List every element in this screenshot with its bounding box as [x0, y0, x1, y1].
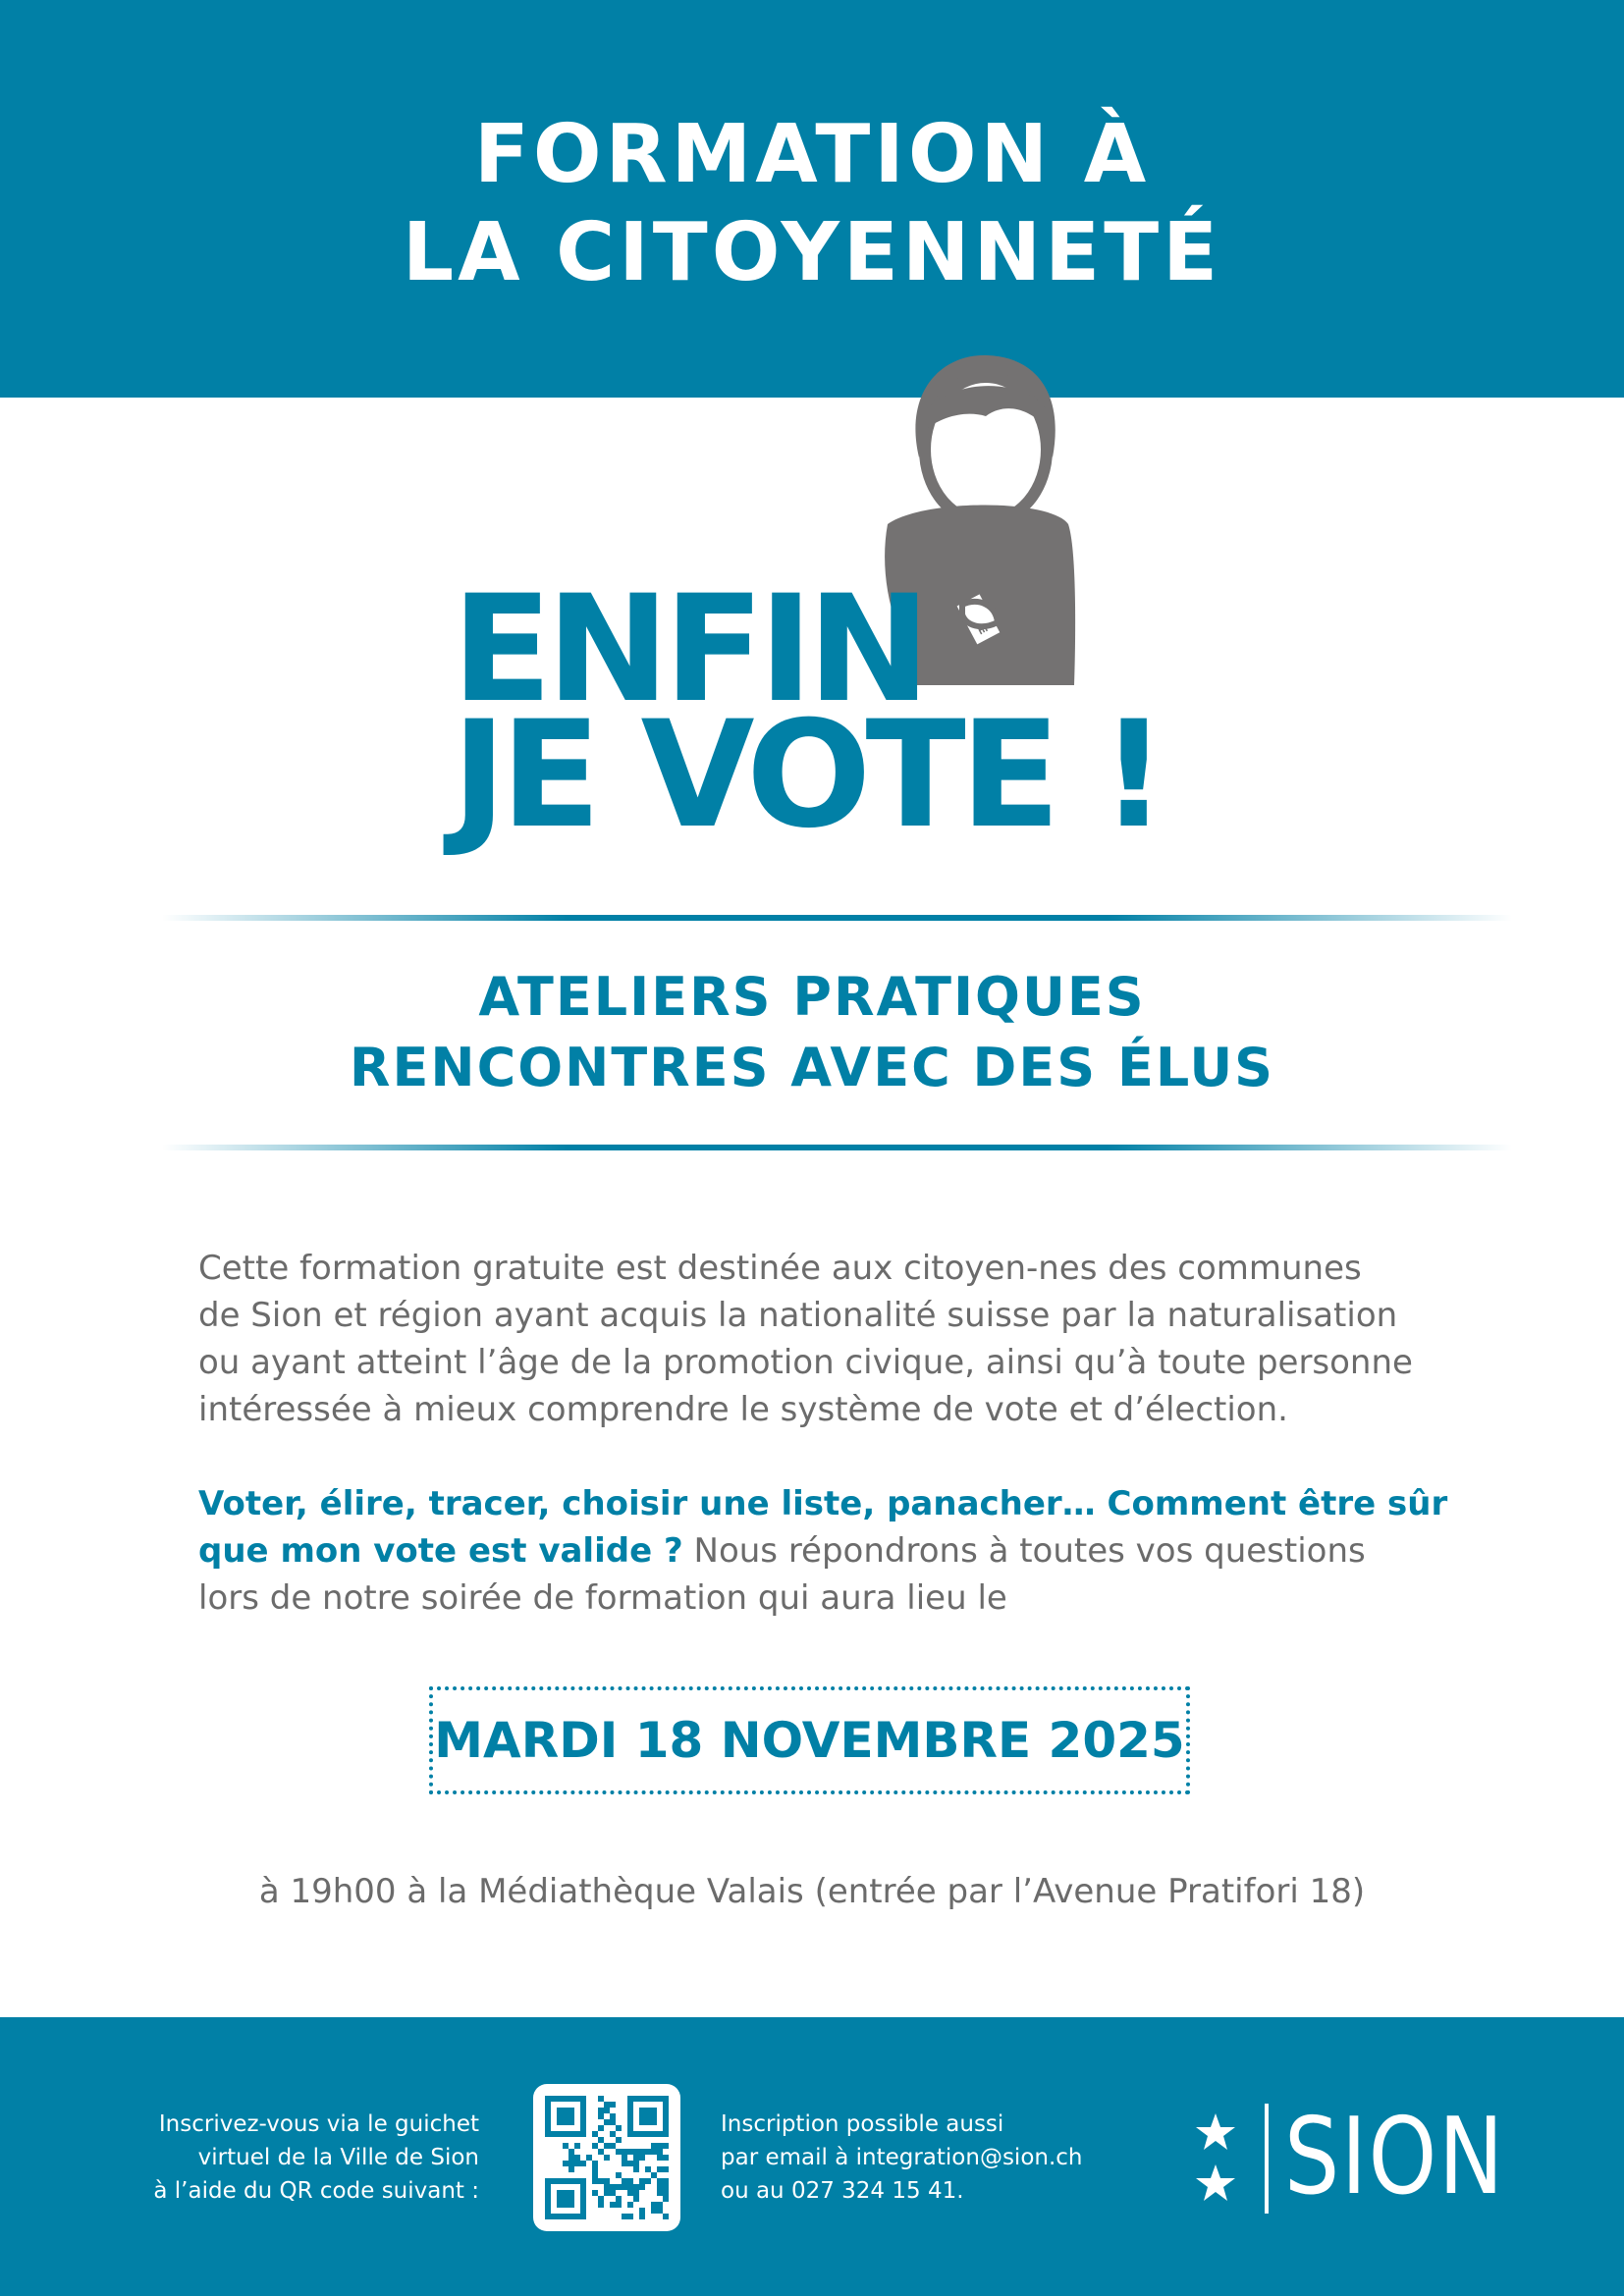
logo-divider	[1265, 2104, 1269, 2214]
title-line-1: FORMATION À	[473, 108, 1151, 201]
intro-paragraph	[198, 1245, 1426, 1433]
subheading	[0, 962, 1624, 1103]
registration-online-text	[88, 2108, 479, 2208]
question-line-1: Voter, élire, tracer, choisir une liste, panacher… Comment être sûr	[198, 1484, 1448, 1523]
registration-contact-text	[721, 2108, 1153, 2208]
slogan-line-2: JE VOTE !	[452, 690, 1162, 861]
question-line-2-normal: Nous répondrons à toutes vos questions	[682, 1531, 1366, 1571]
intro-line: Cette formation gratuite est destinée aux citoyen-nes des communes	[198, 1249, 1362, 1288]
event-date: MARDI 18 NOVEMBRE 2025	[434, 1712, 1185, 1769]
footer-right-line: Inscription possible aussi	[721, 2111, 1004, 2137]
divider-top	[162, 915, 1512, 921]
title-line-2: LA CITOYENNETÉ	[402, 206, 1222, 299]
intro-line: ou ayant atteint l’âge de la promotion civique, ainsi qu’à toute personne	[198, 1343, 1413, 1382]
intro-line: de Sion et région ayant acquis la nationalité suisse par la naturalisation	[198, 1296, 1398, 1335]
sion-logo	[1194, 2096, 1528, 2218]
footer-right-line: ou au 027 324 15 41.	[721, 2178, 964, 2204]
intro-line: intéressée à mieux comprendre le système de vote et d’élection.	[198, 1390, 1288, 1429]
header-banner	[0, 0, 1624, 398]
page-title	[0, 106, 1624, 302]
logo-text: SION	[1284, 2096, 1505, 2218]
event-location: à 19h00 à la Médiathèque Valais (entrée par l’Avenue Pratifori 18)	[258, 1872, 1366, 1911]
footer-left-line: Inscrivez-vous via le guichet	[158, 2111, 479, 2137]
qr-code[interactable]	[533, 2084, 680, 2231]
qr-code-icon	[545, 2096, 669, 2219]
slogan-line-1: ENFIN	[452, 564, 925, 735]
question-line-3: lors de notre soirée de formation qui aura lieu le	[198, 1578, 1007, 1618]
subheading-line-2: RENCONTRES AVEC DES ÉLUS	[349, 1037, 1275, 1098]
subheading-line-1: ATELIERS PRATIQUES	[478, 966, 1146, 1028]
question-paragraph	[198, 1480, 1448, 1622]
slogan	[452, 564, 1162, 861]
footer-left-line: virtuel de la Ville de Sion	[197, 2145, 479, 2170]
footer-left-line: à l’aide du QR code suivant :	[153, 2178, 479, 2204]
divider-bottom	[162, 1145, 1512, 1150]
footer-right-line[interactable]: par email à integration@sion.ch	[721, 2145, 1083, 2170]
question-line-2-strong: que mon vote est valide ?	[198, 1531, 683, 1571]
event-date-box	[429, 1686, 1190, 1794]
stars-icon	[1194, 2109, 1237, 2208]
footer	[0, 2017, 1624, 2296]
